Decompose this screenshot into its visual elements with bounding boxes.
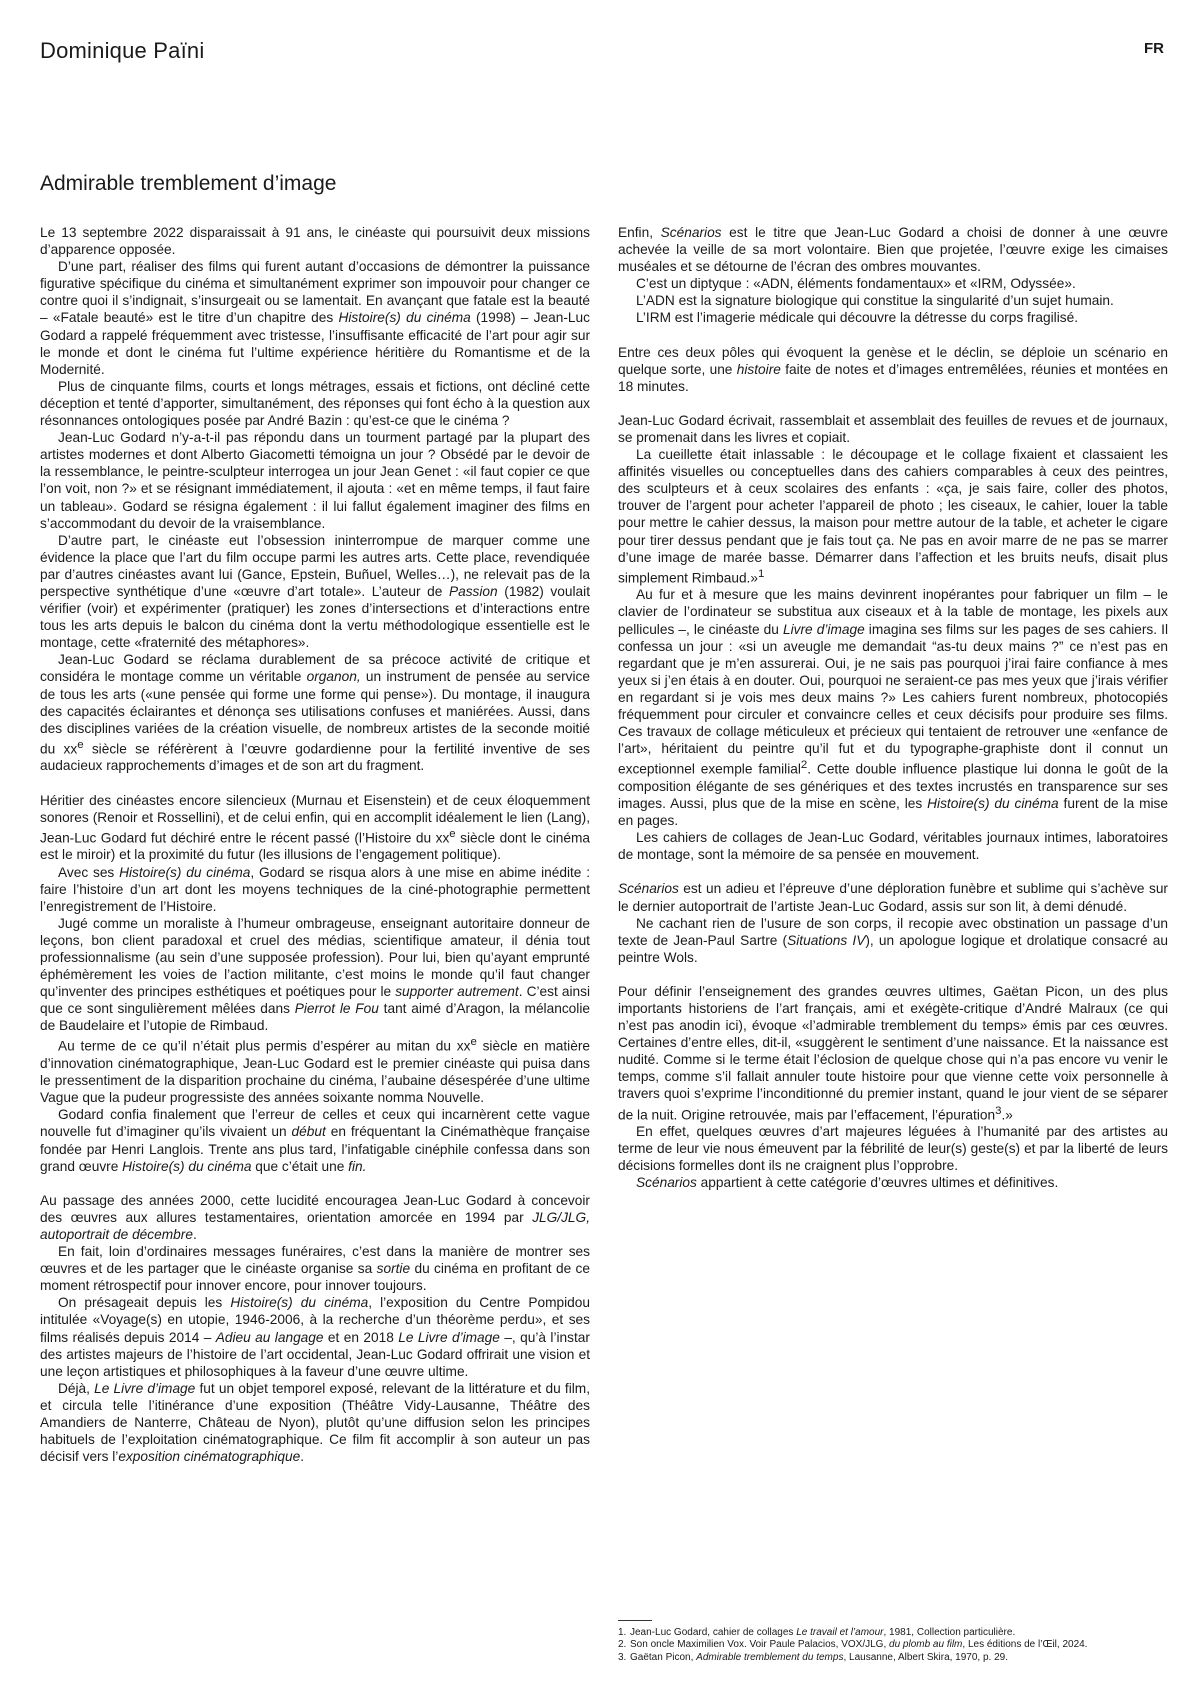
paragraph: D’autre part, le cinéaste eut l’obsession ininterrompue de marquer comme une évidence la place que l’art du film occupe parmi les autres arts. Cette place, revendiquée par d’autres cinéastes avant lui (Gance, Epstein, Buñuel, Welles…), ne relevait pas de la perspective synthétique d’une «œuvre d’art totale». L’auteur de Passion (1982) voulait vérifier (voir) et expérimenter (pratiquer) les zones d’intersections et d’interactions entre tous les arts depuis le balcon du cinéma dont la vertu méthodologique essentielle est le montage, cette «fraternité des métaphores». <box>40 532 590 651</box>
paragraph: Déjà, Le Livre d’image fut un objet temporel exposé, relevant de la littérature et du film, et circula telle l’itinérance d’une exposition (Théâtre Vidy-Lausanne, Théâtre des Amandiers de Nanterre, Château de Nyon), plutôt qu’une diffusion selon les principes habituels de l’exploitation cinématographique. Ce film fit accomplir à son auteur un pas décisif vers l’exposition cinématographique. <box>40 1380 590 1465</box>
paragraph: L’IRM est l’imagerie médicale qui découvre la détresse du corps fragilisé. <box>636 310 1079 326</box>
paragraph: Godard confia finalement que l’erreur de celles et ceux qui incarnèrent cette vague nouvelle fut d’imaginer qu’ils vivaient un début en fréquentant la Cinémathèque française fondée par Henri Langlois. Trente ans plus tard, l’infatigable cinéphile confessa dans son grand œuvre Histoire(s) du cinéma que c’était une fin. <box>40 1107 590 1174</box>
paragraph: Jean-Luc Godard se réclama durablement de sa précoce activité de critique et considéra le montage comme un véritable organon, un instrument de pensée au service de tous les arts («une pensée qui forme une forme qui pense»). Du montage, il inaugura des capacités éclairantes et dénonça ses utilisations confuses et maniérées. Aussi, dans des disciplines variées de la création visuelle, de nombreux artistes de la seconde moitié du $xx^e$ siècle se référèrent à l’œuvre godardienne pour la fertilité inventive de ses audacieux rapprochements d’images et de son art du fragment. <box>40 652 590 774</box>
paragraph: Avec ses Histoire(s) du cinéma, Godard se risqua alors à une mise en abime inédite : faire l’histoire d’un art dont les moyens techniques de la ciné-photographie permettent l’enregistrement de l’Histoire. <box>40 864 591 914</box>
footnote-number: 1. <box>618 1627 627 1638</box>
footnote-divider <box>618 1620 652 1621</box>
footnotes <box>618 1620 1178 1664</box>
paragraph: D’une part, réaliser des films qui furent autant d’occasions de démontrer la puissance figurative spécifique du cinéma et simultanément exprimer son impouvoir pour changer ce contre quoi il s’indignait, s’insurgeait ou se lamentait. En avançant que fatale est la beauté – «Fatale beauté» est le titre d’un chapitre des Histoire(s) du cinéma (1998) – Jean-Luc Godard a rappelé fréquemment avec tristesse, l’insuffisante efficacité de l’art pour agir sur le monde et dont le cinéma fut l’ultime expérience héritière du Romantisme et de la Modernité. <box>40 259 590 377</box>
article-title: Admirable tremblement d’image <box>40 172 337 195</box>
footnote-number: 3. <box>618 1651 627 1663</box>
paragraph: Scénarios appartient à cette catégorie d’œuvres ultimes et définitives. <box>636 1175 1059 1191</box>
paragraph: Au passage des années 2000, cette lucidité encouragea Jean-Luc Godard à concevoir des œuvres aux allures testamentaires, orientation amorcée en 1994 par JLG/JLG, autoportrait de décembre. <box>40 1192 590 1242</box>
footnote <box>618 1639 1178 1651</box>
paragraph: L’ADN est la signature biologique qui constitue la singularité d’un sujet humain. <box>636 293 1114 309</box>
paragraph: Jean-Luc Godard n’y-a-t-il pas répondu dans un tourment partagé par la plupart des artistes modernes et dont Alberto Giacometti témoigna un jour ? Obsédé par le devoir de la ressemblance, le peintre-sculpteur interrogea un jour Jean Genet : «il faut copier ce que l’on voit, non ?» et se résignant immédiatement, il ajouta : «et en même temps, il faut faire un tableau». Godard se résigna également : il lui fallut également imaginer des films en s’accommodant du devoir de la vraisemblance. <box>40 430 590 531</box>
left-column <box>40 224 590 1465</box>
paragraph: En effet, quelques œuvres d’art majeures léguées à l’humanité par des artistes au terme de leur vie nous émeuvent par la fébrilité de leur(s) geste(s) et par la liberté de leurs décisions formelles dont ils ne craignent plus l’opprobre. <box>618 1124 1168 1174</box>
paragraph: On présageait depuis les Histoire(s) du cinéma, l’exposition du Centre Pompidou intitulée «Voyage(s) en utopie, 1946-2006, à la recherche d’un théorème perdu», et ses films réalisés depuis 2014 – Adieu au langage et en 2018 Le Livre d’image –, qu’à l’instar des artistes majeurs de l’histoire de l’art occidental, Jean-Luc Godard offrirait une vision et une leçon artistiques et philosophiques à la faveur d’une œuvre ultime. <box>40 1295 591 1379</box>
right-column <box>618 224 1168 1192</box>
paragraph: En fait, loin d’ordinaires messages funéraires, c’est dans la manière de montrer ses œuvres et de les partager que le cinéaste organise sa sortie du cinéma en profitant de ce moment rétrospectif pour innover encore, pour innover toujours. <box>40 1244 591 1294</box>
paragraph: Héritier des cinéastes encore silencieux (Murnau et Eisenstein) et de ceux éloquemment sonores (Renoir et Rossellini), et de celui enfin, qui en accomplit idéalement le lien (Lang), Jean-Luc Godard fut déchiré entre le récent passé (l’Histoire du $xx^e$ siècle dont le cinéma est le miroir) et la proximité du futur (les illusions de l’engagement politique). <box>40 792 590 863</box>
footnote-text: Gaëtan Picon, Admirable tremblement du temps, Lausanne, Albert Skira, 1970, p. 29. <box>630 1651 1009 1663</box>
paragraph: Le 13 septembre 2022 disparaissait à 91 ans, le cinéaste qui poursuivit deux missions d’apparence opposée. <box>40 225 590 258</box>
paragraph: Plus de cinquante films, courts et longs métrages, essais et fictions, ont décliné cette déception et tenté d’apporter, simultanément, des réponses qui font écho à la question aux résonnances ontologiques posée par André Bazin : qu’est-ce que le cinéma ? <box>40 378 590 429</box>
footnote-text: Son oncle Maximilien Vox. Voir Paule Palacios, VOX/JLG, du plomb au film, Les éditions de l’Œil, 2024. <box>630 1639 1088 1651</box>
footnote <box>618 1627 1178 1639</box>
paragraph: Jean-Luc Godard écrivait, rassemblait et assemblait des feuilles de revues et de journaux, se promenait dans les livres et copiait. <box>618 412 1168 445</box>
author-name: Dominique Païni <box>40 38 205 63</box>
paragraph: Pour définir l’enseignement des grandes œuvres ultimes, Gaëtan Picon, un des plus importants historiens de l’art français, ami et exégète-critique d’André Malraux (ce qui n’est pas anodin ici), évoque «l’admirable tremblement du temps» émis par ces œuvres. Certaines d’entre elles, dit-il, «suggèrent le sentiment d’une naissance. Et la naissance est nudité. Comme si le terme était l’éclosion de quelque chose qui n’a pas encore vu venir le temps, comme s’il fallait annuler toute histoire pour que vienne cette voix personnelle à travers quoi s’exprime l’inconditionné du premier instant, quand le jour vient de se séparer de la nuit. Origine retrouvée, mais par l’effacement, l’épuration$^3$.» <box>618 983 1168 1123</box>
paragraph: Les cahiers de collages de Jean-Luc Godard, véritables journaux intimes, laboratoires de montage, sont la mémoire de sa pensée en mouvement. <box>618 830 1168 863</box>
paragraph: Scénarios est un adieu et l’épreuve d’une déploration funèbre et sublime qui s’achève sur le dernier autoportrait de l’artiste Jean-Luc Godard, assis sur son lit, à demi dénudé. <box>618 881 1168 914</box>
footnote-text: Jean-Luc Godard, cahier de collages Le travail et l’amour, 1981, Collection particulière. <box>630 1627 1016 1638</box>
paragraph: Ne cachant rien de l’usure de son corps, il recopie avec obstination un passage d’un texte de Jean-Paul Sartre (Situations IV), un apologue logique et drolatique consacré au peintre Wols. <box>618 915 1168 965</box>
paragraph: Au fur et à mesure que les mains devinrent inopérantes pour fabriquer un film – le clavier de l’ordinateur se substitua aux ciseaux et à la table de montage, les pixels aux pellicules –, le cinéaste du Livre d’image imagina ses films sur les pages de ses cahiers. Il confessa un jour : «si un aveugle me demandait “as-tu deux mains ?” ce n’est pas en regardant que je m’en assurerai. Oui, je ne sais pas pourquoi j’irai faire confiance à mes yeux si j’en étais à en douter. Oui, pourquoi ne seraient-ce pas mes yeux que j’irais vérifier en regardant si je vois mes deux mains ?» Les cahiers furent nombreux, photocopiés fréquemment pour circuler et convaincre celles et ceux décisifs pour produire ses films. Ces travaux de collage méticuleux et précieux qui tentaient de retrouver une «enfance de l’art», héritaient du peintre qu’il fut et du typographe-graphiste dont il connut un exceptionnel exemple familial$^2$. Cette double influence plastique lui donna le goût de la composition élégante de ses génériques et des textes incrustés en transparence sur ses images. Aussi, plus que de la mise en scène, les Histoire(s) du cinéma furent de la mise en pages. <box>618 587 1169 829</box>
language-badge: FR <box>1144 40 1164 57</box>
paragraph: Au terme de ce qu’il n’était plus permis d’espérer au mitan du $xx^e$ siècle en matière d’innovation cinématographique, Jean-Luc Godard est le premier cinéaste qui puisa dans le pressentiment de la disparition prochaine du cinéma, l’aubaine désespérée d’une ultime Vague que la pudeur progressiste des années soixante nomma Nouvelle. <box>40 1036 590 1106</box>
paragraph: Enfin, Scénarios est le titre que Jean-Luc Godard a choisi de donner à une œuvre achevée la veille de sa mort volontaire. Bien que projetée, l’œuvre exige les cimaises muséales et se détourne de l’écran des ombres mouvantes. <box>618 225 1168 275</box>
paragraph: Jugé comme un moraliste à l’humeur ombrageuse, enseignant autoritaire donneur de leçons, bon client paradoxal et cruel des médias, scientifique amateur, il dénia tout professionnalisme (au sein d’une supposée profession). Pour lui, bien qu’ayant emprunté éphémèrement les voies de l’action militante, c’est moins le monde qu’il faut changer qu’inventer des principes esthétiques et poétiques pour le supporter autrement. C’est ainsi que ce sont singulièrement mêlées dans Pierrot le Fou tant aimé d’Aragon, la mélancolie de Baudelaire et l’utopie de Rimbaud. <box>40 915 590 1034</box>
paragraph: La cueillette était inlassable : le découpage et le collage fixaient et classaient les affinités visuelles ou conceptuelles dans des cahiers comparables à ceux des peintres, des sculpteurs et à ceux scolaires des enfants : «ça, je sais faire, coller des photos, trouver de l’argent pour acheter l’appareil de photo ; les ciseaux, le cahier, louer la table pour mettre le cahier dessus, la maison pour mettre autour de la table, et acheter le cigare pour tirer dessus pendant que je fais tout ça. Ne pas en avoir marre de ne pas se marrer d’une image de marée basse. Démarrer dans l’affection et les bruits neufs, disait plus simplement Rimbaud.»$^1$ <box>618 447 1168 586</box>
paragraph: C’est un diptyque : «ADN, éléments fondamentaux» et «IRM, Odyssée». <box>636 276 1076 292</box>
paragraph: Entre ces deux pôles qui évoquent la genèse et le déclin, se déploie un scénario en quelque sorte, une histoire faite de notes et d’images entremêlées, réunies et montées en 18 minutes. <box>618 344 1168 394</box>
footnote-number: 2. <box>618 1639 627 1651</box>
footnote <box>618 1652 1178 1664</box>
